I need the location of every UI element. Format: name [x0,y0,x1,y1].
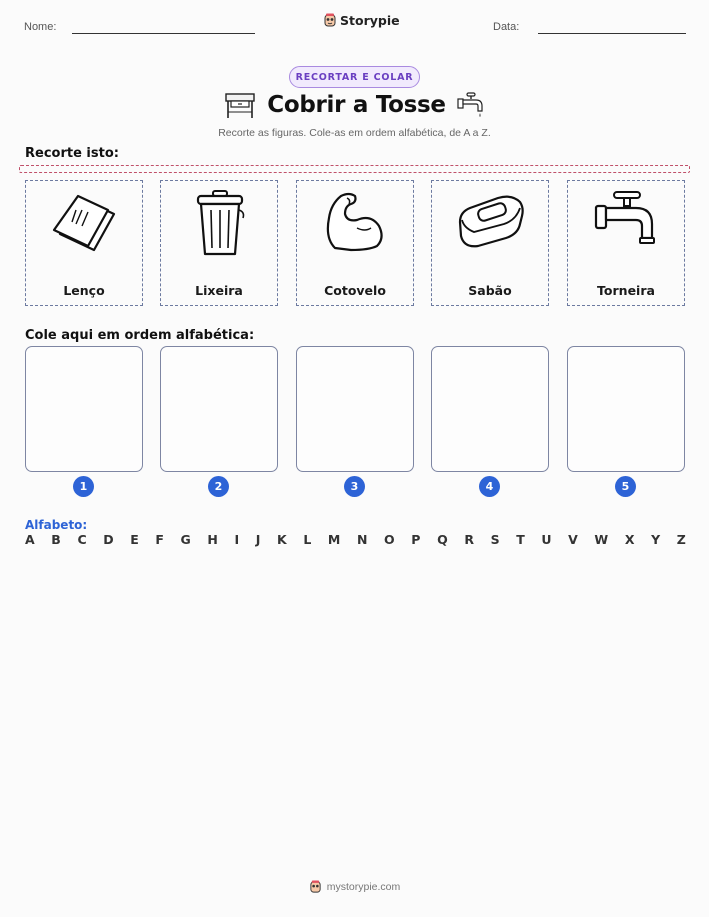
alphabet-letter: P [411,532,421,547]
instructions: Recorte as figuras. Cole-as em ordem alfabética, de A a Z. [218,127,491,139]
cut-card-cotovelo[interactable] [296,180,414,306]
cut-card-sabao[interactable] [431,180,549,306]
alphabet-letter: T [516,532,525,547]
paste-box-4[interactable] [431,346,549,472]
alphabet-letter: G [180,532,191,547]
title-row [0,90,709,120]
soap-icon [456,188,526,258]
date-label: Data: [493,21,520,33]
name-label: Nome: [24,21,57,33]
alphabet-letter: Z [676,532,686,547]
alphabet-letter: N [356,532,368,547]
cut-card-label: Lenço [63,283,105,298]
cut-card-label: Sabão [468,283,512,298]
brand-logo [323,13,400,28]
cut-card-lenco[interactable] [25,180,143,306]
alphabet-letter: M [327,532,341,547]
alphabet-letter: Q [437,532,448,547]
paste-box-3[interactable] [296,346,414,472]
alphabet-letter: U [541,532,552,547]
alphabet-letter: K [277,532,287,547]
slot-number-2: 2 [208,476,229,497]
cut-line [19,165,690,173]
alphabet-letter: X [624,532,635,547]
flexed-arm-icon [321,188,391,258]
alphabet-letter: F [155,532,164,547]
alphabet-letter: C [77,532,87,547]
cut-card-label: Lixeira [195,283,243,298]
alphabet-letter: L [303,532,312,547]
date-line[interactable] [538,33,686,34]
alphabet-label: Alfabeto: [25,518,88,532]
alphabet-letter: H [207,532,218,547]
alphabet-letter: V [568,532,578,547]
paste-box-1[interactable] [25,346,143,472]
name-line[interactable] [72,33,255,34]
desk-icon [223,90,257,120]
faucet-icon [592,188,662,258]
alphabet-letter: D [103,532,114,547]
cut-card-label: Torneira [597,283,655,298]
alphabet-letter: R [464,532,474,547]
alphabet-letter: B [51,532,61,547]
alphabet-letter: W [594,532,609,547]
slot-number-1: 1 [73,476,94,497]
alphabet-row [25,532,686,547]
slot-number-3: 3 [344,476,365,497]
footer-url[interactable]: mystorypie.com [326,881,401,893]
faucet-icon [456,91,486,119]
alphabet-letter: J [255,532,261,547]
slot-number-4: 4 [479,476,500,497]
alphabet-letter: I [234,532,240,547]
trash-can-icon [185,188,255,258]
slot-number-5: 5 [615,476,636,497]
tissue-icon [50,188,120,258]
alphabet-letter: O [384,532,395,547]
cut-card-torneira[interactable] [567,180,685,306]
paste-section-label: Cole aqui em ordem alfabética: [25,328,255,343]
alphabet-letter: S [490,532,500,547]
alphabet-letter: A [25,532,35,547]
alphabet-letter: Y [651,532,661,547]
paste-box-5[interactable] [567,346,685,472]
storypie-mascot-icon [323,13,337,28]
activity-badge: RECORTAR E COLAR [289,66,420,88]
storypie-mascot-icon [309,880,322,894]
alphabet-letter: E [130,532,139,547]
footer [0,880,709,894]
brand-name: Storypie [340,13,400,28]
paste-box-2[interactable] [160,346,278,472]
cut-card-label: Cotovelo [324,283,386,298]
page-title: Cobrir a Tosse [267,92,446,118]
cut-section-label: Recorte isto: [25,146,119,161]
cut-card-lixeira[interactable] [160,180,278,306]
